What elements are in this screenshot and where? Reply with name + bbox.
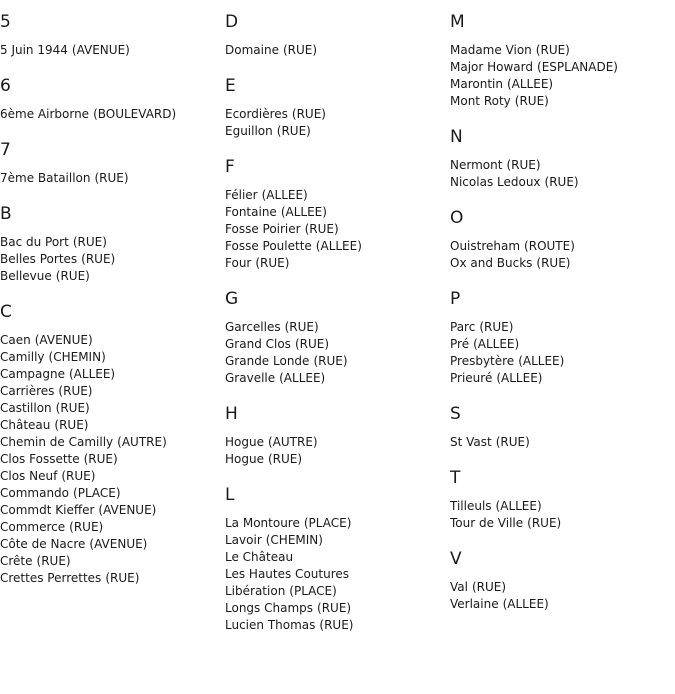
street-type: (ALLEE) xyxy=(280,205,327,219)
street-type: (RUE) xyxy=(94,171,129,185)
street-type: (RUE) xyxy=(479,320,514,334)
street-name: Mont Roty xyxy=(450,94,511,108)
street-type: (BOULEVARD) xyxy=(93,107,177,121)
street-name: Libération xyxy=(225,584,286,598)
street-name: Tour de Ville xyxy=(450,516,524,530)
street-type: (RUE) xyxy=(54,418,89,432)
street-item[interactable] xyxy=(225,434,445,451)
street-name: Le Château xyxy=(225,550,294,564)
street-item[interactable] xyxy=(450,238,670,255)
street-name: 5 Juin 1944 xyxy=(0,43,68,57)
street-type: (ALLEE) xyxy=(502,597,549,611)
street-name: Camilly xyxy=(0,350,45,364)
street-name: Gravelle xyxy=(225,371,276,385)
street-type: (ALLEE) xyxy=(495,499,542,513)
street-type: (RUE) xyxy=(535,43,570,57)
street-name: Campagne xyxy=(0,367,65,381)
street-name: Bellevue xyxy=(0,269,52,283)
street-name: Fosse Poirier xyxy=(225,222,301,236)
street-type: (RUE) xyxy=(319,618,354,632)
street-name: Ecordières xyxy=(225,107,288,121)
index-column xyxy=(0,12,220,604)
street-type: (PLACE) xyxy=(289,584,337,598)
letter-group xyxy=(0,204,220,302)
street-item[interactable] xyxy=(225,42,445,59)
street-type: (RUE) xyxy=(81,252,116,266)
street-name: Garcelles xyxy=(225,320,281,334)
letter-heading: 5 xyxy=(0,12,11,32)
street-item[interactable] xyxy=(0,434,220,451)
index-column xyxy=(450,12,670,630)
street-name: Tilleuls xyxy=(450,499,492,513)
letter-group xyxy=(450,549,670,630)
street-item[interactable] xyxy=(450,515,670,532)
street-item[interactable] xyxy=(0,451,220,468)
street-type: (RUE) xyxy=(294,337,330,351)
street-type: (RUE) xyxy=(313,354,348,368)
letter-heading: E xyxy=(225,76,236,96)
street-type: (ALLEE) xyxy=(279,371,326,385)
street-type: (RUE) xyxy=(69,520,104,534)
letter-group xyxy=(450,208,670,289)
street-name: St Vast xyxy=(450,435,492,449)
letter-heading: M xyxy=(450,12,465,32)
letter-heading: 6 xyxy=(0,76,11,96)
street-name: Fontaine xyxy=(225,205,277,219)
street-type: (ALLEE) xyxy=(69,367,116,381)
street-item[interactable] xyxy=(450,59,670,76)
street-item[interactable] xyxy=(0,485,220,502)
street-item[interactable] xyxy=(0,366,220,383)
street-type: (RUE) xyxy=(544,175,579,189)
street-name: Pré xyxy=(450,337,470,351)
street-name: Presbytère xyxy=(450,354,515,368)
street-name: Crettes Perrettes xyxy=(0,571,102,585)
letter-heading: N xyxy=(450,127,463,147)
street-item[interactable] xyxy=(450,157,670,174)
street-name: Madame Vion xyxy=(450,43,532,57)
street-type: (ALLEE) xyxy=(261,188,308,202)
street-item[interactable] xyxy=(225,532,445,549)
letter-heading: T xyxy=(450,468,461,488)
street-item[interactable] xyxy=(0,251,220,268)
street-type: (ALLEE) xyxy=(473,337,520,351)
street-name: Hogue xyxy=(225,435,264,449)
street-item[interactable] xyxy=(225,515,445,532)
street-type: (RUE) xyxy=(255,256,290,270)
street-type: (AUTRE) xyxy=(117,435,167,449)
street-name: Bac du Port xyxy=(0,235,69,249)
street-name: Grand Clos xyxy=(225,337,291,351)
street-type: (RUE) xyxy=(276,124,311,138)
street-name: Fosse Poulette xyxy=(225,239,312,253)
letter-heading: F xyxy=(225,157,235,177)
street-name: Grande Londe xyxy=(225,354,310,368)
letter-heading: P xyxy=(450,289,461,309)
letter-group xyxy=(450,127,670,208)
street-item[interactable] xyxy=(0,502,220,519)
street-name: Belles Portes xyxy=(0,252,78,266)
letter-group xyxy=(225,404,445,485)
street-type: (AVENUE) xyxy=(98,503,157,517)
street-item[interactable] xyxy=(450,42,670,59)
letter-group xyxy=(0,302,220,604)
letter-group xyxy=(0,76,220,140)
street-item[interactable] xyxy=(0,170,220,187)
street-item[interactable] xyxy=(450,498,670,515)
street-item[interactable] xyxy=(225,255,445,272)
street-item[interactable] xyxy=(225,204,445,221)
street-item[interactable] xyxy=(0,42,220,59)
letter-group xyxy=(450,468,670,549)
street-name: Lavoir xyxy=(225,533,262,547)
street-name: 7ème Bataillon xyxy=(0,171,91,185)
letter-heading: O xyxy=(450,208,464,228)
street-item[interactable] xyxy=(225,566,445,583)
letter-group xyxy=(450,12,670,127)
index-column xyxy=(225,12,445,651)
street-type: (RUE) xyxy=(282,43,318,57)
street-type: (CHEMIN) xyxy=(265,533,323,547)
street-type: (RUE) xyxy=(536,256,571,270)
street-item[interactable] xyxy=(225,106,445,123)
street-type: (RUE) xyxy=(55,269,90,283)
street-item[interactable] xyxy=(0,468,220,485)
letter-heading: S xyxy=(450,404,461,424)
letter-group xyxy=(0,12,220,76)
street-name: Caen xyxy=(0,333,31,347)
street-item[interactable] xyxy=(225,451,445,468)
street-name: Longs Champs xyxy=(225,601,314,615)
street-type: (RUE) xyxy=(514,94,549,108)
street-type: (RUE) xyxy=(495,435,530,449)
street-type: (RUE) xyxy=(291,107,326,121)
street-name: Clos Fossette xyxy=(0,452,80,466)
street-type: (RUE) xyxy=(61,469,96,483)
street-type: (RUE) xyxy=(72,235,107,249)
street-item[interactable] xyxy=(0,383,220,400)
street-item[interactable] xyxy=(225,370,445,387)
street-name: Commando xyxy=(0,486,70,500)
street-name: Eguillon xyxy=(225,124,273,138)
street-type: (RUE) xyxy=(55,401,90,415)
letter-group xyxy=(225,289,445,404)
letter-heading: G xyxy=(225,289,239,309)
street-item[interactable] xyxy=(225,221,445,238)
street-item[interactable] xyxy=(450,434,670,451)
street-type: (ESPLANADE) xyxy=(537,60,618,74)
street-item[interactable] xyxy=(0,519,220,536)
street-item[interactable] xyxy=(0,332,220,349)
street-name: Ouistreham xyxy=(450,239,521,253)
street-name: Chemin de Camilly xyxy=(0,435,114,449)
street-item[interactable] xyxy=(450,336,670,353)
street-type: (ALLEE) xyxy=(496,371,543,385)
street-item[interactable] xyxy=(0,234,220,251)
street-type: (ALLEE) xyxy=(518,354,565,368)
street-item[interactable] xyxy=(225,353,445,370)
street-item[interactable] xyxy=(225,238,445,255)
letter-heading: B xyxy=(0,204,12,224)
street-item[interactable] xyxy=(225,187,445,204)
street-item[interactable] xyxy=(225,583,445,600)
street-type: (RUE) xyxy=(506,158,541,172)
street-item[interactable] xyxy=(450,76,670,93)
street-type: (AVENUE) xyxy=(34,333,93,347)
letter-heading: H xyxy=(225,404,238,424)
street-type: (PLACE) xyxy=(73,486,121,500)
street-type: (AVENUE) xyxy=(89,537,148,551)
street-name: Nicolas Ledoux xyxy=(450,175,541,189)
street-name: Val xyxy=(450,580,468,594)
street-item[interactable] xyxy=(225,617,445,634)
letter-group xyxy=(225,157,445,289)
street-item[interactable] xyxy=(450,370,670,387)
street-item[interactable] xyxy=(0,268,220,285)
street-type: (AVENUE) xyxy=(71,43,130,57)
letter-group xyxy=(450,404,670,468)
street-name: Château xyxy=(0,418,51,432)
street-type: (RUE) xyxy=(83,452,118,466)
street-item[interactable] xyxy=(450,596,670,613)
street-name: Les Hautes Coutures xyxy=(225,567,350,581)
street-name: Carrières xyxy=(0,384,55,398)
street-item[interactable] xyxy=(450,255,670,272)
street-name: Castillon xyxy=(0,401,52,415)
street-item[interactable] xyxy=(0,570,220,587)
street-item[interactable] xyxy=(450,579,670,596)
street-type: (RUE) xyxy=(267,452,303,466)
letter-heading: 7 xyxy=(0,140,11,160)
street-item[interactable] xyxy=(0,106,220,123)
street-name: Major Howard xyxy=(450,60,534,74)
street-item[interactable] xyxy=(225,549,445,566)
street-type: (RUE) xyxy=(527,516,562,530)
street-name: Nermont xyxy=(450,158,503,172)
letter-group xyxy=(225,485,445,651)
street-item[interactable] xyxy=(450,93,670,110)
street-item[interactable] xyxy=(0,349,220,366)
letter-heading: C xyxy=(0,302,12,322)
street-type: (ALLEE) xyxy=(506,77,554,91)
street-name: Clos Neuf xyxy=(0,469,58,483)
street-type: (ROUTE) xyxy=(524,239,575,253)
street-name: Lucien Thomas xyxy=(225,618,316,632)
street-item[interactable] xyxy=(225,600,445,617)
letter-group xyxy=(225,76,445,157)
street-item[interactable] xyxy=(0,553,220,570)
letter-group xyxy=(225,12,445,76)
street-name: Commerce xyxy=(0,520,66,534)
street-name: Côte de Nacre xyxy=(0,537,86,551)
street-type: (CHEMIN) xyxy=(48,350,106,364)
street-item[interactable] xyxy=(0,400,220,417)
street-name: 6ème Airborne xyxy=(0,107,90,121)
street-item[interactable] xyxy=(450,319,670,336)
street-type: (RUE) xyxy=(304,222,339,236)
letter-heading: D xyxy=(225,12,239,32)
street-name: Ox and Bucks xyxy=(450,256,533,270)
street-type: (RUE) xyxy=(105,571,140,585)
street-name: Verlaine xyxy=(450,597,499,611)
street-name: Parc xyxy=(450,320,476,334)
letter-heading: L xyxy=(225,485,235,505)
street-item[interactable] xyxy=(225,336,445,353)
street-type: (RUE) xyxy=(284,320,319,334)
letter-group xyxy=(0,140,220,204)
letter-heading: V xyxy=(450,549,462,569)
street-name: Four xyxy=(225,256,252,270)
street-name: Prieuré xyxy=(450,371,493,385)
street-type: (RUE) xyxy=(317,601,352,615)
street-type: (RUE) xyxy=(58,384,93,398)
street-name: Crête xyxy=(0,554,33,568)
letter-group xyxy=(450,289,670,404)
street-type: (RUE) xyxy=(471,580,507,594)
street-item[interactable] xyxy=(450,174,670,191)
street-type: (AUTRE) xyxy=(267,435,318,449)
street-type: (RUE) xyxy=(36,554,71,568)
street-item[interactable] xyxy=(0,536,220,553)
street-item[interactable] xyxy=(225,123,445,140)
street-name: Domaine xyxy=(225,43,279,57)
street-item[interactable] xyxy=(450,353,670,370)
street-type: (PLACE) xyxy=(303,516,352,530)
street-type: (ALLEE) xyxy=(315,239,362,253)
street-name: Commdt Kieffer xyxy=(0,503,95,517)
street-item[interactable] xyxy=(225,319,445,336)
street-name: Hogue xyxy=(225,452,264,466)
street-item[interactable] xyxy=(0,417,220,434)
street-name: La Montoure xyxy=(225,516,300,530)
street-name: Marontin xyxy=(450,77,503,91)
street-name: Félier xyxy=(225,188,258,202)
